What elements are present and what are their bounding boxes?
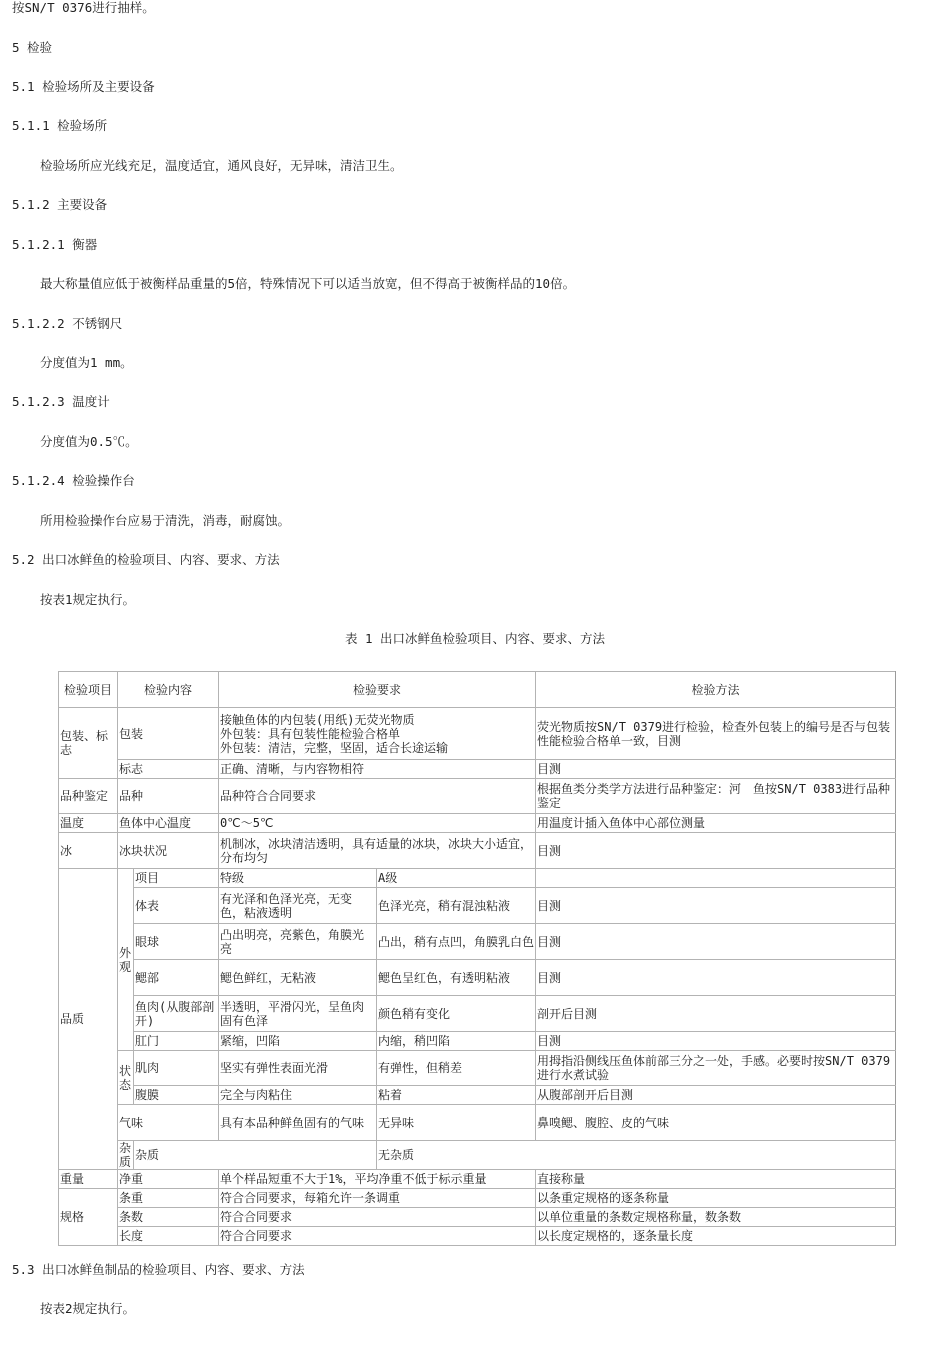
- table-row: [59, 708, 896, 760]
- table-row: [59, 1051, 896, 1086]
- cell-content: 条重: [118, 1189, 219, 1208]
- cell-method: 目测: [536, 833, 896, 869]
- table-header-row: [59, 672, 896, 708]
- cell-method: 目测: [536, 924, 896, 960]
- cell-grade-a: 内缩，稍凹陷: [377, 1032, 536, 1051]
- cell-method: 以单位重量的条数定规格称量，数条数: [536, 1208, 896, 1227]
- cell-requirement: 机制冰，冰块清洁透明，具有适量的冰块，冰块大小适宜，分布均匀: [219, 833, 536, 869]
- section-heading: 5.1.1 检验场所: [12, 118, 108, 133]
- cell-requirement: 0℃～5℃: [219, 814, 536, 833]
- cell-content: 杂质: [134, 1141, 377, 1170]
- table-row: [59, 814, 896, 833]
- header-item: 检验项目: [59, 672, 118, 708]
- cell-grade-special: 凸出明亮，亮紫色，角膜光亮: [219, 924, 377, 960]
- cell-grade-a: A级: [377, 869, 536, 888]
- cell-grade-a: 凸出，稍有点凹，角膜乳白色: [377, 924, 536, 960]
- cell-method: 荧光物质按SN/T 0379进行检验，检查外包装上的编号是否与包装性能检验合格单一致，目测: [536, 708, 896, 760]
- cell-content: 体表: [134, 888, 219, 924]
- section-heading: 5.1.2.3 温度计: [12, 394, 110, 409]
- cell-grade-special: 特级: [219, 869, 377, 888]
- cell-grade-a: 有弹性，但稍差: [377, 1051, 536, 1086]
- body-paragraph: 分度值为0.5℃。: [40, 434, 138, 449]
- cell-content: 冰块状况: [118, 833, 219, 869]
- table-row: [59, 833, 896, 869]
- cell-requirement: 符合合同要求，每箱允许一条调重: [219, 1189, 536, 1208]
- body-paragraph: 按表1规定执行。: [40, 592, 136, 607]
- cell-grade-special: 完全与肉粘住: [219, 1086, 377, 1105]
- cell-item: 冰: [59, 833, 118, 869]
- cell-group-state: 状态: [118, 1051, 134, 1105]
- cell-method: 鼻嗅鳃、腹腔、皮的气味: [536, 1105, 896, 1141]
- section-heading: 5 检验: [12, 40, 53, 55]
- section-heading: 5.3 出口冰鲜鱼制品的检验项目、内容、要求、方法: [12, 1262, 305, 1277]
- table-row: [59, 1208, 896, 1227]
- cell-content: 肌肉: [134, 1051, 219, 1086]
- cell-method: 目测: [536, 888, 896, 924]
- table-row: [59, 1227, 896, 1246]
- cell-grade-special: 有光泽和色泽光亮，无变色，粘液透明: [219, 888, 377, 924]
- table-row: [59, 888, 896, 924]
- cell-requirement: 无杂质: [377, 1141, 896, 1170]
- cell-grade-special: 坚实有弹性表面光滑: [219, 1051, 377, 1086]
- cell-method: 从腹部剖开后目测: [536, 1086, 896, 1105]
- table-row: [59, 1032, 896, 1051]
- section-heading: 5.1 检验场所及主要设备: [12, 79, 155, 94]
- cell-content: 腹膜: [134, 1086, 219, 1105]
- body-paragraph: 按表2规定执行。: [40, 1301, 136, 1316]
- cell-method: 根据鱼类分类学方法进行品种鉴定：河 鱼按SN/T 0383进行品种鉴定: [536, 779, 896, 814]
- table-row: [59, 924, 896, 960]
- cell-item: 包装、标志: [59, 708, 118, 779]
- cell-content: 鱼体中心温度: [118, 814, 219, 833]
- table-row: [59, 1189, 896, 1208]
- table-row: [59, 996, 896, 1032]
- cell-requirement: 品种符合合同要求: [219, 779, 536, 814]
- cell-method: 目测: [536, 760, 896, 779]
- cell-content: 标志: [118, 760, 219, 779]
- cell-content: 条数: [118, 1208, 219, 1227]
- header-content: 检验内容: [118, 672, 219, 708]
- cell-method: 以条重定规格的逐条称量: [536, 1189, 896, 1208]
- cell-method: 目测: [536, 1032, 896, 1051]
- cell-grade-a: 颜色稍有变化: [377, 996, 536, 1032]
- cell-method: 用拇指沿侧线压鱼体前部三分之一处，手感。必要时按SN/T 0379进行水煮试验: [536, 1051, 896, 1086]
- cell-grade-a: 色泽光亮，稍有混浊粘液: [377, 888, 536, 924]
- cell-grade-special: 鳃色鲜红，无粘液: [219, 960, 377, 996]
- cell-grade-a: 粘着: [377, 1086, 536, 1105]
- table-row: [59, 760, 896, 779]
- cell-content: 鳃部: [134, 960, 219, 996]
- section-heading: 5.1.2.4 检验操作台: [12, 473, 135, 488]
- table-caption: 表 1 出口冰鲜鱼检验项目、内容、要求、方法: [344, 631, 606, 646]
- cell-content: 长度: [118, 1227, 219, 1246]
- cell-item: 杂质: [118, 1141, 134, 1170]
- inspection-table: [58, 671, 896, 1246]
- cell-group-appearance: 外观: [118, 869, 134, 1051]
- cell-item: 温度: [59, 814, 118, 833]
- cell-requirement: 接触鱼体的内包装(用纸)无荧光物质 外包装：具有包装性能检验合格单 外包装：清洁，完整，坚固，适合长途运输: [219, 708, 536, 760]
- cell-method: 用温度计插入鱼体中心部位测量: [536, 814, 896, 833]
- cell-method: [536, 869, 896, 888]
- cell-grade-a: 无异味: [377, 1105, 536, 1141]
- cell-content: 净重: [118, 1170, 219, 1189]
- cell-method: 直接称量: [536, 1170, 896, 1189]
- cell-content: 肛门: [134, 1032, 219, 1051]
- table-row: [59, 869, 896, 888]
- table-row: [59, 779, 896, 814]
- cell-grade-a: 鳃色呈红色，有透明粘液: [377, 960, 536, 996]
- cell-method: 以长度定规格的，逐条量长度: [536, 1227, 896, 1246]
- cell-item: 品质: [59, 869, 118, 1170]
- cell-grade-special: 半透明，平滑闪光，呈鱼肉固有色泽: [219, 996, 377, 1032]
- body-paragraph: 最大称量值应低于被衡样品重量的5倍，特殊情况下可以适当放宽，但不得高于被衡样品的10倍。: [40, 276, 576, 291]
- cell-requirement: 单个样品短重不大于1%，平均净重不低于标示重量: [219, 1170, 536, 1189]
- cell-content: 项目: [134, 869, 219, 888]
- cell-content: 包装: [118, 708, 219, 760]
- cell-content: 眼球: [134, 924, 219, 960]
- cell-method: 剖开后目测: [536, 996, 896, 1032]
- section-heading: 5.1.2.2 不锈钢尺: [12, 316, 123, 331]
- table-row: [59, 1086, 896, 1105]
- table-row: [59, 1105, 896, 1141]
- cell-requirement: 符合合同要求: [219, 1227, 536, 1246]
- table-row: [59, 1170, 896, 1189]
- body-paragraph: 所用检验操作台应易于清洗，消毒，耐腐蚀。: [40, 513, 291, 528]
- section-heading: 5.1.2 主要设备: [12, 197, 108, 212]
- cell-content: 气味: [118, 1105, 219, 1141]
- cell-content: 鱼肉(从腹部剖开): [134, 996, 219, 1032]
- cell-item: 重量: [59, 1170, 118, 1189]
- cell-method: 目测: [536, 960, 896, 996]
- cell-requirement: 正确、清晰，与内容物相符: [219, 760, 536, 779]
- body-paragraph: 检验场所应光线充足，温度适宜，通风良好，无异味，清洁卫生。: [40, 158, 403, 173]
- section-heading: 5.1.2.1 衡器: [12, 237, 98, 252]
- cell-requirement: 符合合同要求: [219, 1208, 536, 1227]
- table-row: [59, 1141, 896, 1170]
- cell-item: 规格: [59, 1189, 118, 1246]
- cell-grade-special: 紧缩，凹陷: [219, 1032, 377, 1051]
- header-method: 检验方法: [536, 672, 896, 708]
- section-heading: 5.2 出口冰鲜鱼的检验项目、内容、要求、方法: [12, 552, 280, 567]
- cell-grade-special: 具有本品种鲜鱼固有的气味: [219, 1105, 377, 1141]
- cell-item: 品种鉴定: [59, 779, 118, 814]
- header-requirement: 检验要求: [219, 672, 536, 708]
- body-paragraph: 分度值为1 mm。: [40, 355, 133, 370]
- body-line: 按SN/T 0376进行抽样。: [12, 0, 155, 15]
- table-row: [59, 960, 896, 996]
- cell-content: 品种: [118, 779, 219, 814]
